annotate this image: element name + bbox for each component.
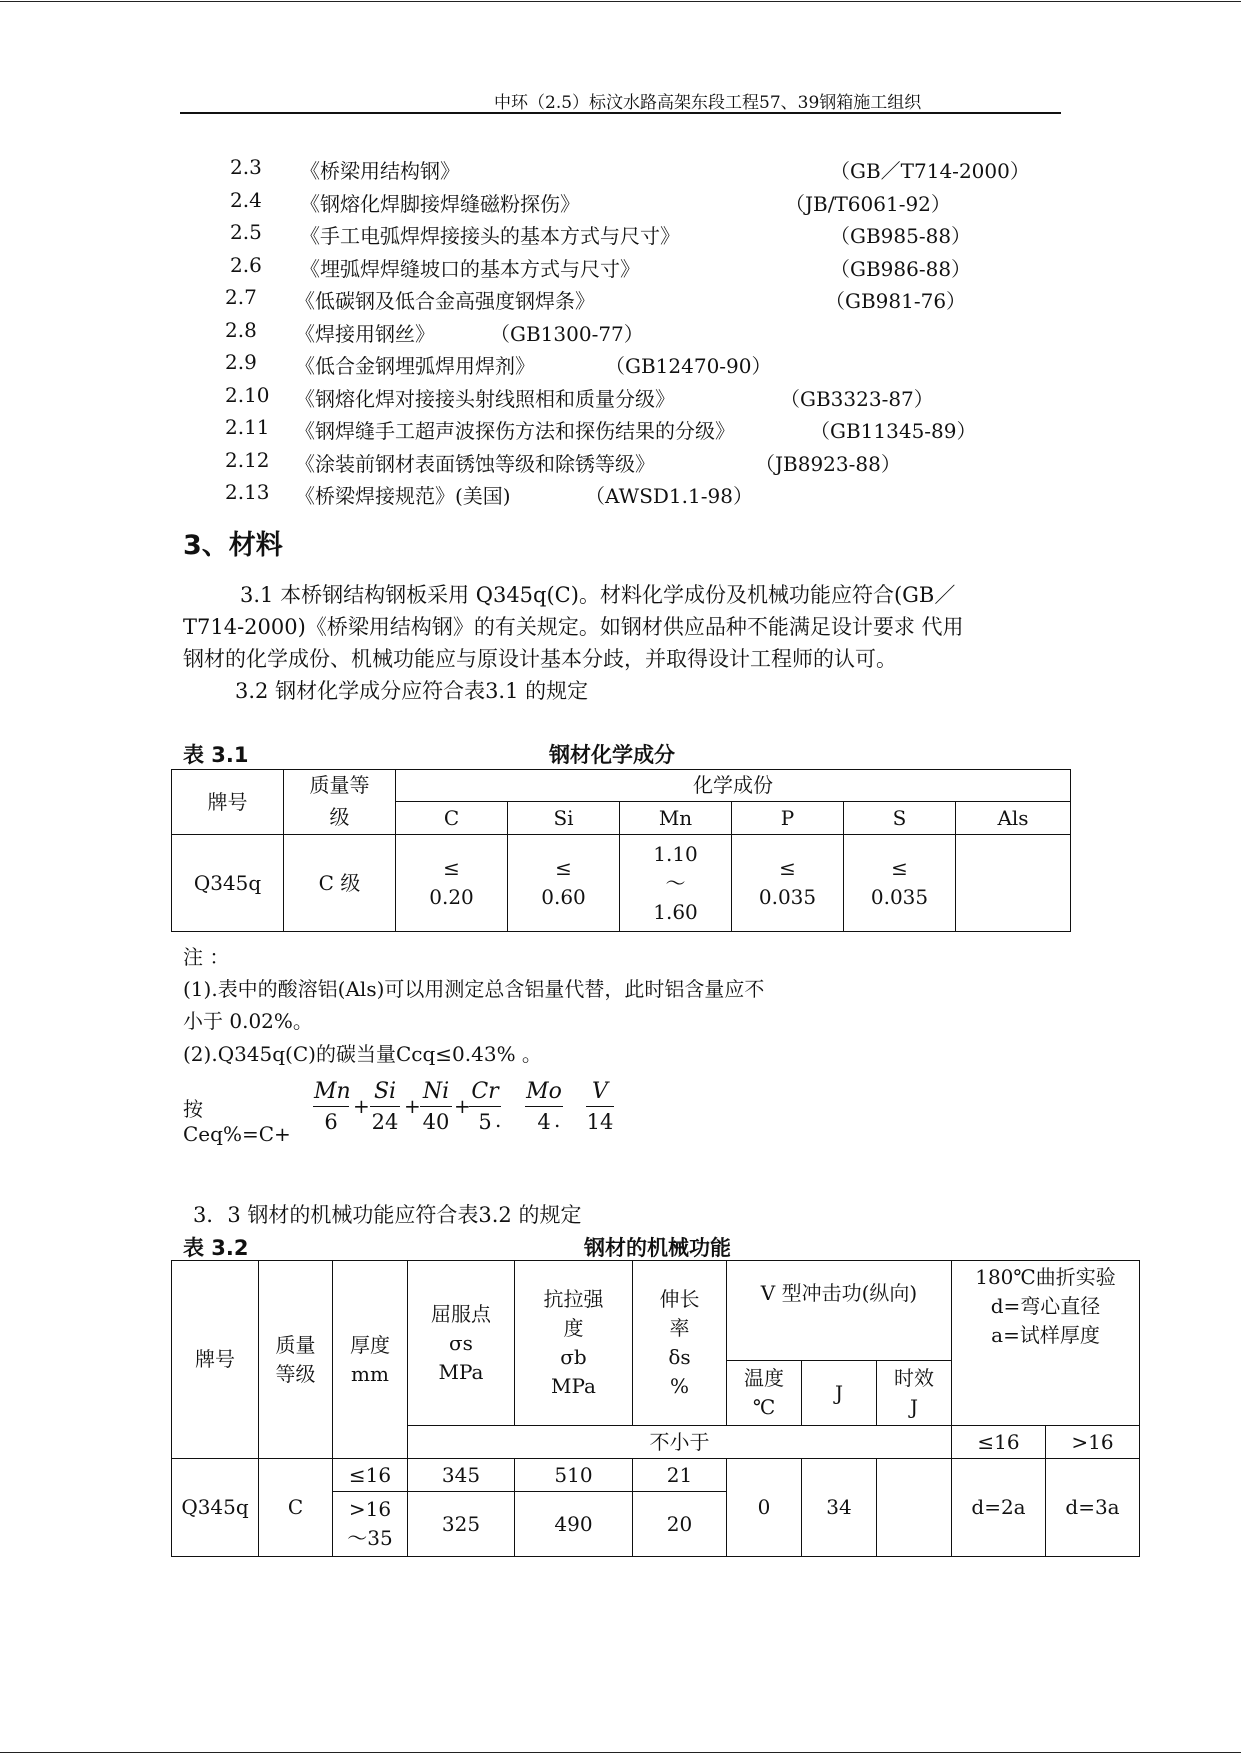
cell-elongation-1: 21 <box>633 1459 727 1492</box>
cell-yield-2: 325 <box>408 1492 515 1557</box>
standard-code: （GB／T714-2000） <box>830 159 1030 183</box>
standard-num: 2.4 <box>230 188 262 212</box>
formula-term <box>586 1078 614 1137</box>
header-bend-3: a=试样厚度 <box>991 1323 1100 1347</box>
header-elongation-3: δs <box>668 1345 691 1369</box>
header-temperature-2: ℃ <box>752 1395 776 1419</box>
formula-term <box>313 1078 349 1137</box>
header-col-als: Als <box>956 802 1071 835</box>
cell-si-val: 0.60 <box>541 885 586 909</box>
header-temperature-1: 温度 <box>744 1366 784 1390</box>
standard-title: 《涂装前钢材表面锈蚀等级和除锈等级》 <box>295 452 655 476</box>
cell-c-val: 0.20 <box>429 885 474 909</box>
paragraph-line: T714-2000)《桥梁用结构钢》的有关规定。如钢材供应品种不能满足设计要求 代用 <box>183 615 964 639</box>
formula-term <box>370 1078 400 1137</box>
cell-bend-a: d=2a <box>952 1459 1046 1557</box>
standard-code: （GB981-76） <box>825 289 967 313</box>
standard-num: 2.3 <box>230 155 262 179</box>
header-quality <box>259 1261 333 1459</box>
header-col-s: S <box>844 802 956 835</box>
cell-s <box>844 835 956 932</box>
note-title: 注 ： <box>183 945 230 969</box>
header-tensile-1: 抗拉强 <box>543 1287 604 1311</box>
standard-num: 2.6 <box>230 253 262 277</box>
cell-p-sym: ≤ <box>779 856 796 880</box>
paragraph-line: 钢材的化学成份、机械功能应与原设计基本分歧，并取得设计工程师的认可。 <box>183 647 897 671</box>
cell-s-val: 0.035 <box>870 885 929 909</box>
standard-code: （GB986-88） <box>830 257 972 281</box>
cell-tensile-1: 510 <box>515 1459 633 1492</box>
standard-title: 《手工电弧焊焊接接头的基本方式与尺寸》 <box>300 224 680 248</box>
header-thickness <box>333 1261 408 1459</box>
header-quality: 质量等 <box>284 770 396 802</box>
header-tensile-3: σb <box>560 1345 587 1369</box>
term-denominator: 14 <box>586 1110 614 1134</box>
term-numerator: Mn <box>314 1079 351 1104</box>
standard-item <box>225 285 967 313</box>
standard-code: （GB3323-87） <box>780 387 934 411</box>
header-col-si: Si <box>508 802 620 835</box>
header-temperature <box>727 1361 802 1426</box>
term-numerator: Cr <box>471 1079 499 1104</box>
cell-s-sym: ≤ <box>891 856 908 880</box>
standard-title: 《桥梁用结构钢》 <box>300 159 460 183</box>
paragraph-line: 3.1 本桥钢结构钢板采用 Q345q(C)。材料化学成份及机械功能应符合(GB／ <box>240 583 956 607</box>
note-line: (1).表中的酸溶铝(Als)可以用测定总含铝量代替，此时铝含量应不 <box>183 977 765 1001</box>
cell-si <box>508 835 620 932</box>
term-denominator: 24 <box>371 1110 399 1134</box>
standard-num: 2.8 <box>225 318 257 342</box>
cell-thickness-2a: >16 <box>348 1497 392 1521</box>
dot-sign: . <box>495 1108 502 1132</box>
header-elongation-4: % <box>669 1374 689 1398</box>
standard-item <box>225 383 934 411</box>
standard-num: 2.9 <box>225 350 257 374</box>
header-col-mn: Mn <box>620 802 732 835</box>
standard-num: 2.13 <box>225 480 270 504</box>
header-elongation-1: 伸长 <box>659 1287 700 1311</box>
header-tensile-2: 度 <box>563 1316 584 1340</box>
header-bend-1: 180℃曲折实验 <box>975 1265 1116 1289</box>
standard-item <box>225 350 772 378</box>
header-col-p: P <box>732 802 844 835</box>
cell-bend-b: d=3a <box>1046 1459 1140 1557</box>
standard-item <box>230 188 951 216</box>
term-denominator: 4 <box>537 1110 551 1134</box>
formula-lead: 按 Ceq%=C+ <box>183 1097 291 1146</box>
term-denominator: 40 <box>422 1110 450 1134</box>
term-numerator: V <box>592 1079 608 1104</box>
standard-title: 《低碳钢及低合金高强度钢焊条》 <box>295 289 595 313</box>
header-bend-2: d=弯心直径 <box>990 1294 1101 1318</box>
cell-als <box>956 835 1071 932</box>
standard-item <box>230 253 972 281</box>
standard-item <box>225 318 644 346</box>
cell-temperature: 0 <box>727 1459 802 1557</box>
header-joule: J <box>802 1361 877 1426</box>
cell-quality: C 级 <box>284 835 396 932</box>
header-bend-gt16: >16 <box>1046 1426 1140 1459</box>
term-denominator: 6 <box>324 1110 338 1134</box>
standard-code: （GB11345-89） <box>810 419 977 443</box>
standard-item <box>230 155 1030 183</box>
standard-code: （JB/T6061-92） <box>785 192 951 216</box>
cell-p-val: 0.035 <box>758 885 817 909</box>
header-rule <box>180 112 1061 114</box>
cell-mn-sep: ～ <box>665 870 686 895</box>
standard-code: （JB8923-88） <box>755 452 901 476</box>
plus-sign: + <box>454 1094 471 1118</box>
paragraph-line: 3．3 钢材的机械功能应符合表3.2 的规定 <box>193 1203 582 1227</box>
header-elongation-2: 率 <box>669 1316 690 1340</box>
standard-code: （GB12470-90） <box>605 354 772 378</box>
table-title: 钢材化学成分 <box>549 743 675 767</box>
standard-num: 2.5 <box>230 220 262 244</box>
header-quality-cont: 级 <box>284 802 396 835</box>
cell-tensile-2: 490 <box>515 1492 633 1557</box>
header-yield-2: σs <box>449 1330 473 1355</box>
header-aging-1: 时效 <box>894 1366 934 1390</box>
header-quality-2: 等级 <box>275 1361 316 1386</box>
header-thickness-1: 厚度 <box>350 1332 390 1357</box>
paragraph-line: 3.2 钢材化学成分应符合表3.1 的规定 <box>235 679 589 703</box>
cell-thickness-2b: ～35 <box>347 1526 393 1550</box>
standard-code: （GB1300-77） <box>490 322 644 346</box>
standard-item <box>225 415 977 443</box>
standard-item <box>230 220 972 248</box>
note-line: 小于 0.02%。 <box>183 1009 313 1033</box>
cell-quality: C <box>259 1459 333 1557</box>
term-numerator: Si <box>373 1079 397 1104</box>
header-elongation <box>633 1261 727 1426</box>
page-bottom-border <box>0 1752 1241 1753</box>
cell-mn-min: 1.10 <box>653 841 698 866</box>
header-grade: 牌号 <box>172 770 284 835</box>
header-not-less-than: 不小于 <box>408 1426 952 1459</box>
standard-code: （AWSD1.1-98） <box>585 484 753 508</box>
header-bend-test <box>952 1261 1140 1426</box>
cell-yield-1: 345 <box>408 1459 515 1492</box>
cell-grade: Q345q <box>172 835 284 932</box>
standard-item <box>225 448 901 476</box>
standard-num: 2.10 <box>225 383 270 407</box>
cell-grade: Q345q <box>172 1459 259 1557</box>
header-yield <box>408 1261 515 1426</box>
header-tensile <box>515 1261 633 1426</box>
header-tensile-4: MPa <box>551 1374 596 1398</box>
standard-title: 《桥梁焊接规范》(美国) <box>295 484 511 508</box>
header-yield-1: 屈服点 <box>431 1301 491 1326</box>
cell-thickness-2 <box>333 1492 408 1557</box>
term-numerator: Mo <box>526 1079 562 1104</box>
section-title: 3、材料 <box>183 530 283 561</box>
standard-title: 《焊接用钢丝》 <box>295 322 435 346</box>
standard-title: 《钢熔化焊脚接焊缝磁粉探伤》 <box>300 192 580 216</box>
page-top-border <box>0 1 1241 2</box>
header-impact: V 型冲击功(纵向) <box>727 1261 952 1361</box>
plus-sign: + <box>353 1094 370 1118</box>
cell-elongation-2: 20 <box>633 1492 727 1557</box>
table-label: 表 3.2 <box>183 1236 249 1260</box>
term-numerator: Ni <box>422 1079 450 1104</box>
cell-c <box>396 835 508 932</box>
header-thickness-2: mm <box>351 1361 389 1386</box>
header-col-c: C <box>396 802 508 835</box>
cell-p <box>732 835 844 932</box>
standard-title: 《钢熔化焊对接接头射线照相和质量分级》 <box>295 387 675 411</box>
header-chemical: 化学成份 <box>396 770 1071 802</box>
standard-num: 2.11 <box>225 415 270 439</box>
cell-joule: 34 <box>802 1459 877 1557</box>
term-denominator: 5 <box>478 1110 492 1134</box>
header-quality-1: 质量 <box>275 1332 316 1357</box>
mechanical-properties-table <box>171 1260 1140 1557</box>
standard-num: 2.7 <box>225 285 257 309</box>
standard-title: 《钢焊缝手工超声波探伤方法和探伤结果的分级》 <box>295 419 735 443</box>
header-yield-3: MPa <box>438 1359 484 1384</box>
cell-mn-max: 1.60 <box>653 899 698 924</box>
chemical-composition-table <box>171 769 1071 932</box>
table-title: 钢材的机械功能 <box>584 1236 731 1260</box>
header-aging <box>877 1361 952 1426</box>
header-aging-2: J <box>909 1395 919 1419</box>
cell-aging <box>877 1459 952 1557</box>
cell-mn <box>620 835 732 932</box>
note-line: (2).Q345q(C)的碳当量Ccq≤0.43% 。 <box>183 1042 542 1066</box>
cell-c-sym: ≤ <box>443 856 460 880</box>
header-grade: 牌号 <box>172 1261 259 1459</box>
standard-title: 《低合金钢埋弧焊用焊剂》 <box>295 354 535 378</box>
standard-code: （GB985-88） <box>830 224 972 248</box>
table-label: 表 3.1 <box>183 743 249 767</box>
standard-item <box>225 480 753 508</box>
dot-sign: . <box>554 1108 561 1132</box>
cell-thickness-1: ≤16 <box>333 1459 408 1492</box>
formula-term <box>420 1078 452 1137</box>
cell-si-sym: ≤ <box>555 856 572 880</box>
page-header-title: 中环（2.5）标汶水路高架东段工程57、39钢箱施工组织 <box>494 93 922 113</box>
plus-sign: + <box>404 1094 421 1118</box>
standard-num: 2.12 <box>225 448 270 472</box>
header-bend-le16: ≤16 <box>952 1426 1046 1459</box>
standard-title: 《埋弧焊焊缝坡口的基本方式与尺寸》 <box>300 257 640 281</box>
